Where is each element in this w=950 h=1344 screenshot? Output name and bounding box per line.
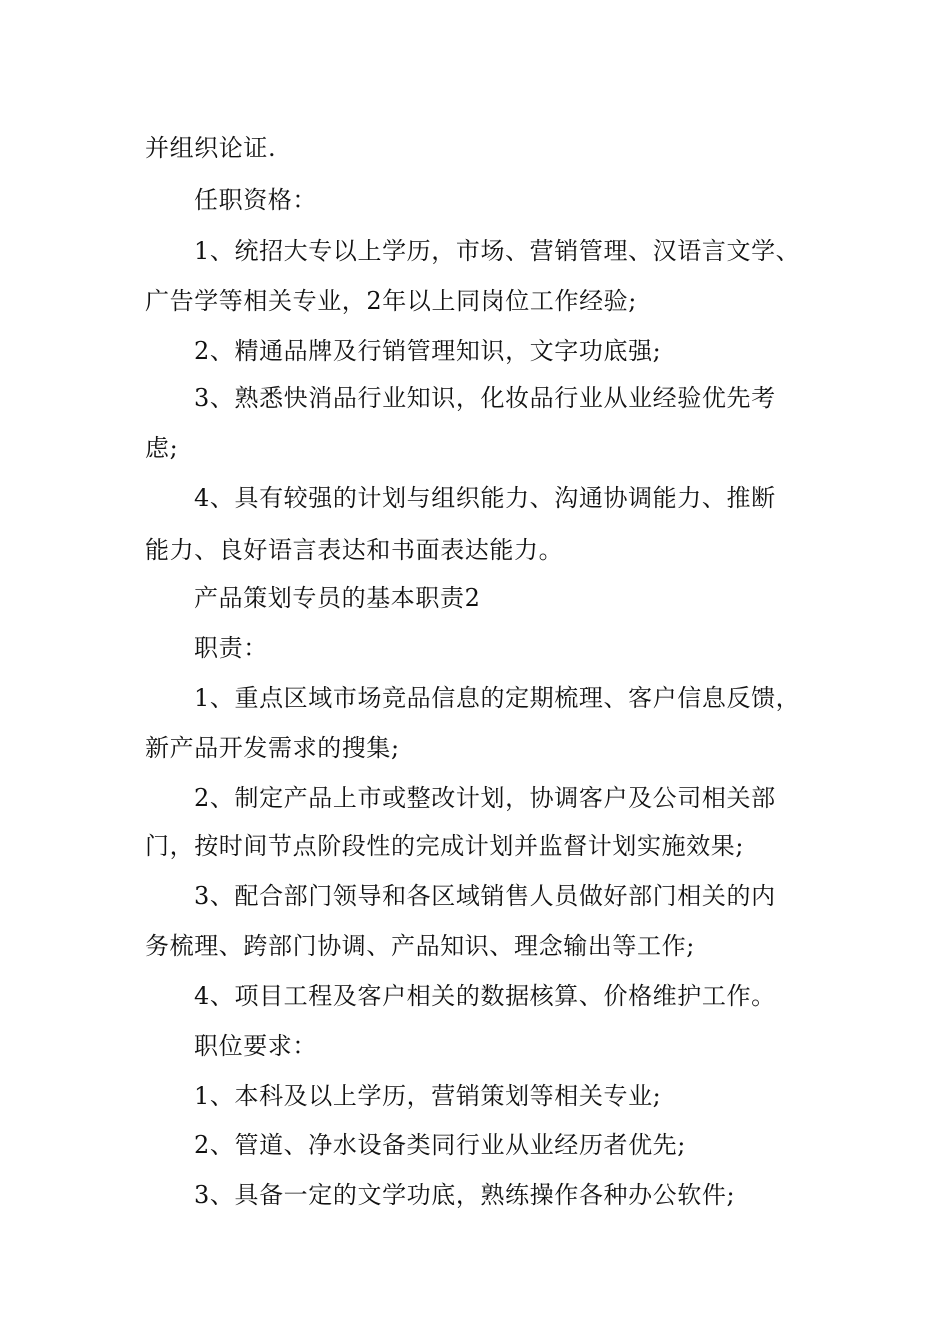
paragraph-line: 2、精通品牌及行销管理知识，文字功底强; bbox=[194, 337, 662, 365]
paragraph-line: 新产品开发需求的搜集; bbox=[145, 734, 400, 762]
section-title: 产品策划专员的基本职责2 bbox=[194, 584, 481, 612]
paragraph-line: 2、制定产品上市或整改计划，协调客户及公司相关部 bbox=[194, 784, 776, 812]
paragraph-line: 1、重点区域市场竞品信息的定期梳理、客户信息反馈， bbox=[194, 684, 801, 712]
paragraph-line: 能力、良好语言表达和书面表达能力。 bbox=[145, 536, 564, 564]
paragraph-line: 2、管道、净水设备类同行业从业经历者优先; bbox=[194, 1131, 686, 1159]
paragraph-line: 门，按时间节点阶段性的完成计划并监督计划实施效果; bbox=[145, 832, 745, 860]
paragraph-line: 虑; bbox=[145, 434, 179, 462]
paragraph-line: 3、熟悉快消品行业知识，化妆品行业从业经验优先考 bbox=[194, 384, 776, 412]
paragraph-line: 3、具备一定的文学功底，熟练操作各种办公软件; bbox=[194, 1181, 736, 1209]
section-heading: 任职资格： bbox=[194, 186, 317, 214]
paragraph-line: 3、配合部门领导和各区域销售人员做好部门相关的内 bbox=[194, 882, 776, 910]
section-heading: 职责： bbox=[194, 634, 268, 662]
section-heading: 职位要求： bbox=[194, 1032, 317, 1060]
paragraph-line: 1、本科及以上学历，营销策划等相关专业; bbox=[194, 1082, 662, 1110]
paragraph-line: 务梳理、跨部门协调、产品知识、理念输出等工作; bbox=[145, 932, 695, 960]
paragraph-line: 1、统招大专以上学历，市场、营销管理、汉语言文学、 bbox=[194, 237, 801, 265]
paragraph-line: 4、项目工程及客户相关的数据核算、价格维护工作。 bbox=[194, 982, 776, 1010]
paragraph-line: 4、具有较强的计划与组织能力、沟通协调能力、推断 bbox=[194, 484, 776, 512]
paragraph-line: 并组织论证. bbox=[145, 134, 277, 162]
paragraph-line: 广告学等相关专业，2年以上同岗位工作经验; bbox=[145, 287, 637, 315]
